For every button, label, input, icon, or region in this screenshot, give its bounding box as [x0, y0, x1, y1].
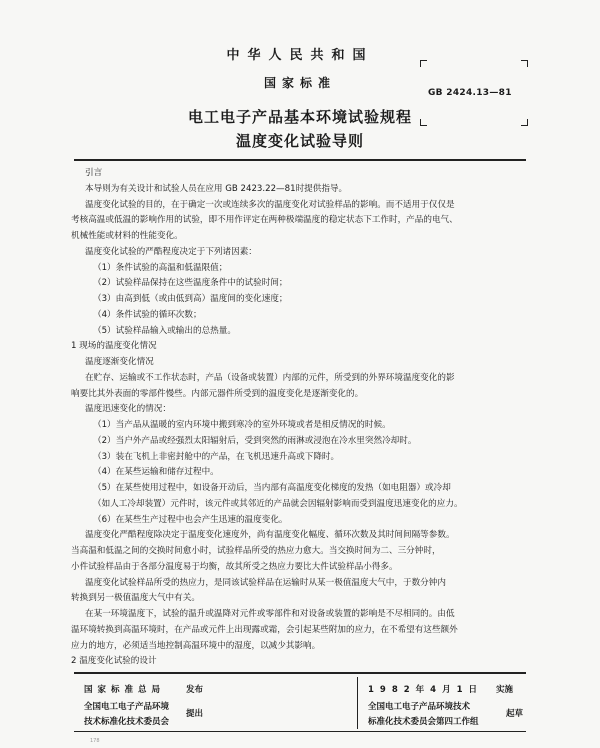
standard-type: 国家标准 — [263, 76, 336, 90]
effective-label: 实施 — [496, 685, 514, 695]
list-item: （1）当产品从温暖的室内环境中搬到寒冷的室外环境或者是相反情况的时候。 — [93, 420, 391, 430]
drafter-line1: 全国电工电子产品环境技术 — [368, 702, 471, 712]
standard-code: GB 2424.13—81 — [428, 88, 512, 98]
paragraph: 小件试验样品由于各部分温度易于均衡，故其所受之热应力要比大件试验样品小得多。 — [71, 561, 398, 572]
list-item: （5）在某些使用过程中，如设备开动后，当内部有高温度变化梯度的发热（如电阻器）或冷却 — [93, 483, 451, 493]
paragraph: 应力的地方，必须适当地控制高温环境中的湿度，以减少其影响。 — [71, 640, 321, 651]
paragraph: 温度变化严酷程度除决定于温度变化速度外，尚有温度变化幅度、循环次数及其时间间隔等参数。 — [85, 530, 455, 541]
paragraph: 在贮存、运输或不工作状态时，产品（设备或装置）内部的元件，所受到的外界环境温度变化的影 — [85, 372, 455, 383]
issue-label: 发布 — [186, 685, 204, 695]
section-heading: 2 温度变化试验的设计 — [71, 656, 157, 667]
proposer-line1: 全国电工电子产品环境 — [84, 702, 170, 712]
list-item: （4）在某些运输和储存过程中。 — [93, 467, 219, 478]
section-heading: 1 现场的温度变化情况 — [71, 341, 157, 352]
paragraph: 温度变化试验的目的，在于确定一次或连续多次的温度变化对试验样品的影响。而不适用于仅仅是 — [85, 199, 455, 210]
footer-rule-top — [74, 672, 526, 674]
paragraph: 响要比其外表面的零部件慢些。内部元器件所受到的温度变化是逐渐变化的。 — [71, 388, 364, 399]
drafter-line2: 标准化技术委员会第四工作组 — [368, 717, 479, 727]
list-item-continued: （如人工冷却装置）元件时，该元件或其邻近的产品就会因辐射影响而受到温度迅速变化的应力。 — [93, 498, 463, 509]
propose-label: 提出 — [186, 709, 204, 719]
draft-label: 起草 — [506, 709, 524, 719]
list-item: （2）当户外产品或经强烈太阳辐射后，受到突然的雨淋或浸泡在冷水里突然冷却时。 — [93, 435, 417, 446]
paragraph: 机械性能或材料的性能变化。 — [71, 231, 183, 241]
footer-rule-bottom — [74, 731, 526, 732]
page-number: 178 — [90, 738, 100, 744]
header-rule — [74, 159, 526, 161]
subsection-heading: 温度逐渐变化情况 — [85, 357, 154, 367]
country-name: 中华人民共和国 — [226, 48, 374, 63]
list-item: （5）试验样品输入或输出的总热量。 — [93, 325, 236, 336]
list-item: （3）装在飞机上非密封舱中的产品，在飞机迅速升高或下降时。 — [93, 451, 340, 462]
list-item: （6）在某些生产过程中也会产生迅速的温度变化。 — [93, 514, 288, 525]
paragraph: 温度变化试验样品所受的热应力，是同该试验样品在运输时从某一极值温度大气中，于数分钟内 — [85, 577, 446, 588]
list-item: （1）条件试验的高温和低温限值； — [93, 262, 228, 273]
document-title: 电工电子产品基本环境试验规程 — [187, 108, 412, 126]
list-item: （2）试验样品保持在这些温度条件中的试验时间； — [93, 278, 288, 289]
issuer: 国家标准总局 — [84, 685, 166, 695]
paragraph: 温度迅速变化的情况： — [85, 404, 171, 415]
footer-divider — [357, 677, 358, 729]
proposer-line2: 技术标准化技术委员会 — [84, 717, 170, 727]
paragraph: 在某一环境温度下，试验的温升或温降对元件或零部件和对设备或装置的影响是不尽相同的。由低 — [85, 609, 455, 619]
list-item: （4）条件试验的循环次数； — [93, 309, 202, 320]
paragraph: 本导则为有关设计和试验人员在应用 GB 2423.22—81时提供指导。 — [85, 183, 348, 194]
section-heading: 引言 — [85, 168, 103, 178]
paragraph: 转换到另一极值温度大气中有关。 — [71, 593, 200, 604]
document-body — [71, 166, 529, 670]
document-subtitle: 温度变化试验导则 — [235, 132, 364, 150]
list-item: （3）由高到低（或由低到高）温度间的变化速度； — [93, 294, 288, 304]
paragraph: 考核高温或低温的影响作用的试验，即不用作评定在两种极端温度的稳定状态下工作时，产品的电气、 — [71, 215, 458, 226]
effective-date: 1982年4月1日 — [368, 685, 483, 695]
paragraph: 温环境转换到高温环境时，在产品或元件上出现露或霜，会引起某些附加的应力，在不希望有这些额外 — [71, 624, 458, 635]
paragraph: 当高温和低温之间的交换时间愈小时，试验样品所受的热应力愈大。当交换时间为二、三分钟时， — [71, 546, 441, 556]
paragraph: 温度变化试验的严酷程度决定于下列诸因素： — [85, 246, 257, 257]
